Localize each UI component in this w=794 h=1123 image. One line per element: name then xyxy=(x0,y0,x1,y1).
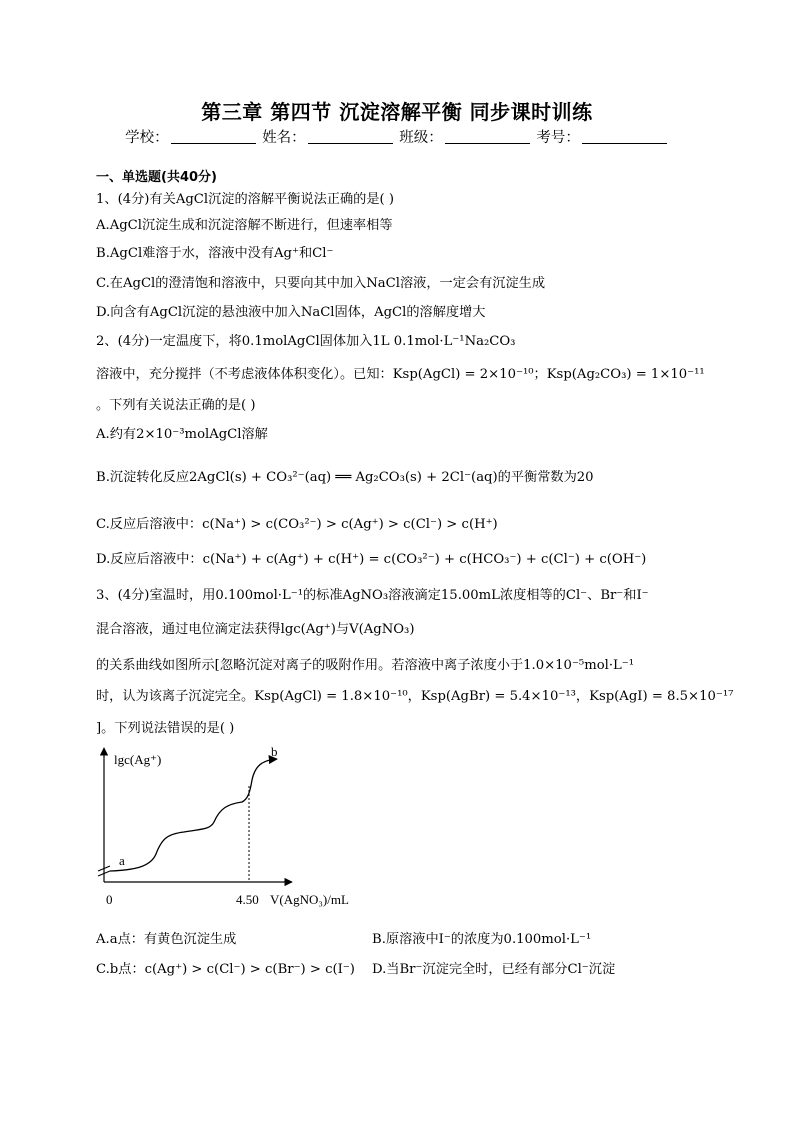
q3-option-c: C.b点：c(Ag⁺) > c(Cl⁻) > c(Br⁻) > c(I⁻) xyxy=(96,962,355,977)
q3-stem-line1: 3、(4分)室温时，用0.100mol·L⁻¹的标准AgNO₃溶液滴定15.00mL浓度相等的Cl⁻、Br⁻和I⁻ xyxy=(96,588,649,603)
q2-stem-line3: 。下列有关说法正确的是( ) xyxy=(96,398,256,413)
q2-option-c: C.反应后溶液中：c(Na⁺) > c(CO₃²⁻) > c(Ag⁺) > c(Cl⁻) > c(H⁺) xyxy=(96,517,498,532)
school-label: 学校： xyxy=(125,130,169,146)
q3-stem-line2: 混合溶液，通过电位滴定法获得lgc(Ag⁺)与V(AgNO₃) xyxy=(96,622,415,637)
q3-stem-line5: ]。下列说法错误的是( ) xyxy=(96,721,235,736)
q3-option-a: A.a点：有黄色沉淀生成 xyxy=(96,932,237,947)
q1-stem: 1、(4分)有关AgCl沉淀的溶解平衡说法正确的是( ) xyxy=(96,192,395,207)
q2-option-b: B.沉淀转化反应2AgCl(s) + CO₃²⁻(aq) ══ Ag₂CO₃(s) + 2Cl⁻(aq)的平衡常数为20 xyxy=(96,470,594,485)
name-blank[interactable] xyxy=(308,129,393,144)
q1-option-d: D.向含有AgCl沉淀的悬浊液中加入NaCl固体，AgCl的溶解度增大 xyxy=(96,305,486,320)
x-tick-0: 0 xyxy=(106,892,113,907)
q1-option-b: B.AgCl难溶于水，溶液中没有Ag⁺和Cl⁻ xyxy=(96,246,334,261)
class-label: 班级： xyxy=(399,130,443,146)
name-label: 姓名： xyxy=(262,130,306,146)
section-heading: 一、单选题(共40分) xyxy=(96,170,217,185)
q3-stem-line4: 时，认为该离子沉淀完全。Ksp(AgCl) = 1.8×10⁻¹⁰，Ksp(AgBr) = 5.4×10⁻¹³，Ksp(AgI) = 8.5×10⁻¹⁷ xyxy=(96,689,734,704)
q3-option-b: B.原溶液中I⁻的浓度为0.100mol·L⁻¹ xyxy=(372,932,592,947)
q2-option-a: A.约有2×10⁻³molAgCl溶解 xyxy=(96,427,268,442)
x-axis-label: V(AgNO₃)/mL xyxy=(270,892,349,907)
y-axis-label: lgc(Ag⁺) xyxy=(114,752,162,767)
student-info-row xyxy=(0,126,794,147)
q2-option-d: D.反应后溶液中：c(Na⁺) + c(Ag⁺) + c(H⁺) = c(CO₃²⁻) + c(HCO₃⁻) + c(Cl⁻) + c(OH⁻) xyxy=(96,552,647,567)
q1-option-a: A.AgCl沉淀生成和沉淀溶解不断进行，但速率相等 xyxy=(96,218,393,233)
titration-curve xyxy=(110,759,277,871)
q1-option-c: C.在AgCl的澄清饱和溶液中，只要向其中加入NaCl溶液，一定会有沉淀生成 xyxy=(96,276,546,291)
point-label-a: a xyxy=(119,853,125,868)
class-blank[interactable] xyxy=(445,129,530,144)
point-label-b: b xyxy=(271,744,278,759)
exam-no-label: 考号： xyxy=(536,130,580,146)
school-blank[interactable] xyxy=(171,129,256,144)
exam-no-blank[interactable] xyxy=(582,129,667,144)
q3-stem-line3: 的关系曲线如图所示[忽略沉淀对离子的吸附作用。若溶液中离子浓度小于1.0×10⁻⁵mol·L⁻¹ xyxy=(96,658,635,673)
x-tick-4-50: 4.50 xyxy=(236,892,259,907)
q3-option-d: D.当Br⁻沉淀完全时，已经有部分Cl⁻沉淀 xyxy=(372,962,616,977)
titration-curve-chart xyxy=(92,742,392,912)
q2-stem-line1: 2、(4分)一定温度下，将0.1molAgCl固体加入1L 0.1mol·L⁻¹Na₂CO₃ xyxy=(96,334,516,349)
q2-stem-line2: 溶液中，充分搅拌（不考虑液体体积变化）。已知：Ksp(AgCl) = 2×10⁻¹⁰；Ksp(Ag₂CO₃) = 1×10⁻¹¹ xyxy=(96,367,705,382)
page-title: 第三章 第四节 沉淀溶解平衡 同步课时训练 xyxy=(201,100,593,124)
